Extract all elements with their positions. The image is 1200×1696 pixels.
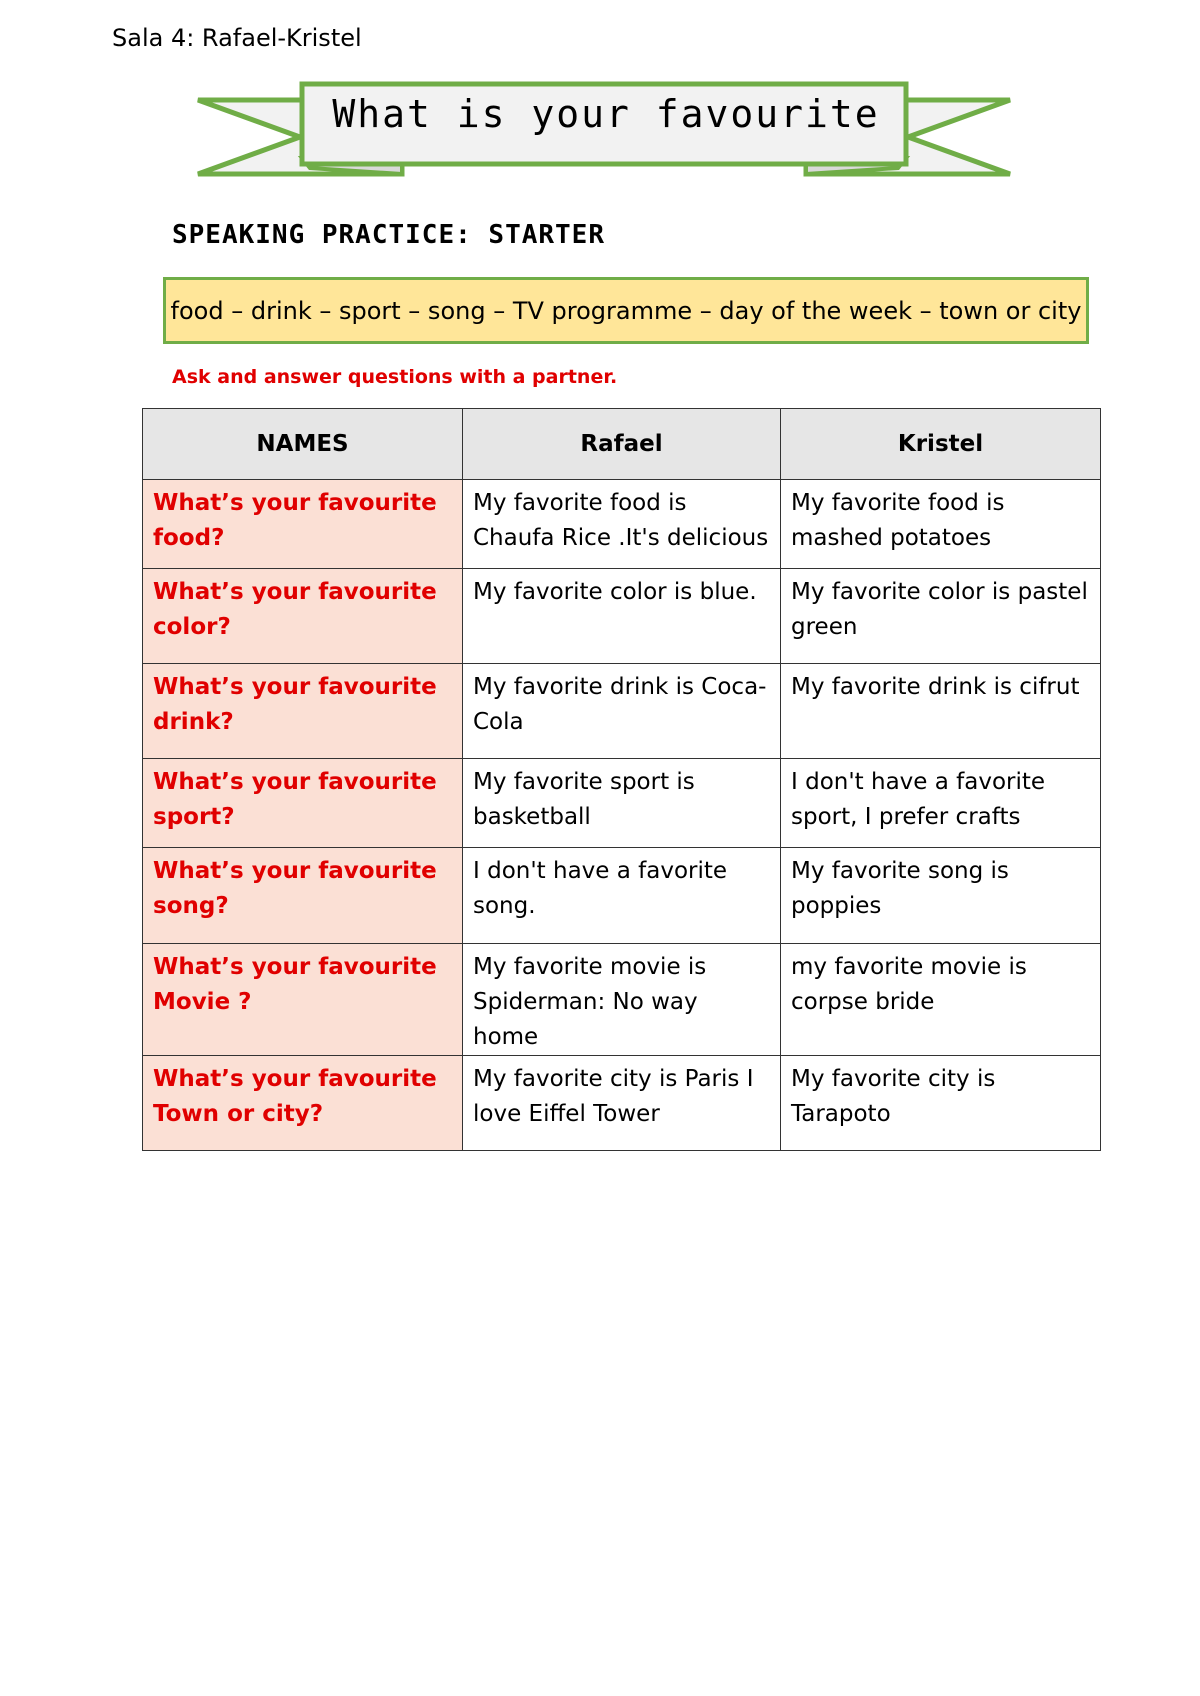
question-cell: What’s your favourite Town or city? [143,1056,463,1151]
table-row [143,569,1101,664]
rafael-answer-cell: My favorite food is Chaufa Rice .It's delicious [463,480,781,569]
question-cell: What’s your favourite drink? [143,664,463,759]
rafael-answer-cell: My favorite drink is Coca-Cola [463,664,781,759]
question-cell: What’s your favourite color? [143,569,463,664]
table-row [143,1056,1101,1151]
kristel-answer-cell: My favorite food is mashed potatoes [781,480,1101,569]
kristel-answer-cell: my favorite movie is corpse bride [781,944,1101,1056]
document-header: Sala 4: Rafael-Kristel [112,24,362,52]
rafael-answer-cell: My favorite color is blue. [463,569,781,664]
header-rafael: Rafael [463,409,781,480]
practice-table [142,408,1101,1151]
table-row [143,480,1101,569]
question-cell: What’s your favourite sport? [143,759,463,848]
topics-text: food – drink – sport – song – TV programme – day of the week – town or city [170,296,1082,325]
instruction-text: Ask and answer questions with a partner. [172,366,618,388]
table-header-row [143,409,1101,480]
rafael-answer-cell: My favorite sport is basketball [463,759,781,848]
rafael-answer-cell: My favorite movie is Spiderman: No way home [463,944,781,1056]
table-row [143,664,1101,759]
header-names: NAMES [143,409,463,480]
table-row [143,759,1101,848]
kristel-answer-cell: My favorite song is poppies [781,848,1101,944]
question-cell: What’s your favourite food? [143,480,463,569]
table-row [143,944,1101,1056]
question-cell: What’s your favourite Movie ? [143,944,463,1056]
banner-title: What is your favourite [332,92,880,136]
kristel-answer-cell: My favorite color is pastel green [781,569,1101,664]
kristel-answer-cell: My favorite city is Tarapoto [781,1056,1101,1151]
topics-box [163,277,1089,344]
kristel-answer-cell: I don't have a favorite sport, I prefer crafts [781,759,1101,848]
rafael-answer-cell: My favorite city is Paris I love Eiffel Tower [463,1056,781,1151]
section-heading: SPEAKING PRACTICE: STARTER [172,220,605,250]
header-kristel: Kristel [781,409,1101,480]
rafael-answer-cell: I don't have a favorite song. [463,848,781,944]
question-cell: What’s your favourite song? [143,848,463,944]
kristel-answer-cell: My favorite drink is cifrut [781,664,1101,759]
table-row [143,848,1101,944]
